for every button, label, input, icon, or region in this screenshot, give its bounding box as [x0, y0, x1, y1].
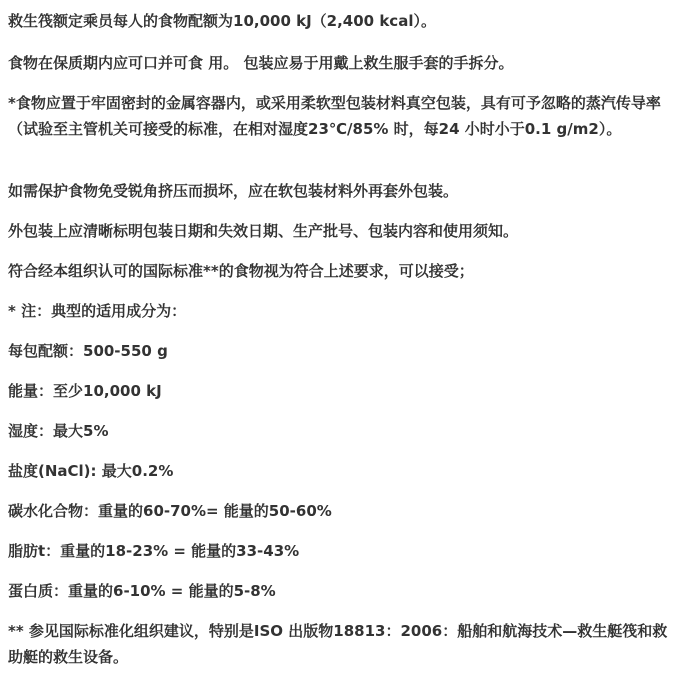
spec-protein: 蛋白质：重量的6-10% = 能量的5-8% — [8, 582, 276, 600]
paragraph-labeling: 外包装上应清晰标明包装日期和失效日期、生产批号、包装内容和使用须知。 — [8, 222, 519, 240]
spec-salt: 盐度(NaCl): 最大0.2% — [8, 462, 174, 480]
paragraph-international-standard: 符合经本组织认可的国际标准**的食物视为符合上述要求，可以接受； — [8, 262, 474, 280]
spec-moisture: 湿度：最大5% — [8, 422, 109, 440]
footnote-iso-reference: ** 参见国际标准化组织建议，特别是ISO 出版物18813：2006：船舶和航海技术—救生艇筏和救助艇的救生设备。 — [8, 622, 668, 666]
spec-energy: 能量：至少10,000 kJ — [8, 382, 162, 400]
spec-carbohydrate: 碳水化合物：重量的60-70%= 能量的50-60% — [8, 502, 332, 520]
spec-ration-weight: 每包配额：500-550 g — [8, 342, 168, 360]
paragraph-food-ration: 救生筏额定乘员每人的食物配额为10,000 kJ（2,400 kcal）。 — [8, 12, 436, 30]
paragraph-outer-packaging: 如需保护食物免受锐角挤压而损坏，应在软包装材料外再套外包装。 — [8, 182, 459, 200]
paragraph-container-requirement: *食物应置于牢固密封的金属容器内，或采用柔软型包装材料真空包装，具有可予忽略的蒸汽传导率（试验至主管机关可接受的标准，在相对湿度23℃/85% 时，每24 小时小于0.1 g/m2）。 — [8, 94, 661, 138]
spec-fat: 脂肪t：重量的18-23% = 能量的33-43% — [8, 542, 300, 560]
note-typical-composition: * 注：典型的适用成分为： — [8, 302, 187, 320]
paragraph-palatability: 食物在保质期内应可口并可食 用。 包装应易于用戴上救生服手套的手拆分。 — [8, 54, 514, 72]
